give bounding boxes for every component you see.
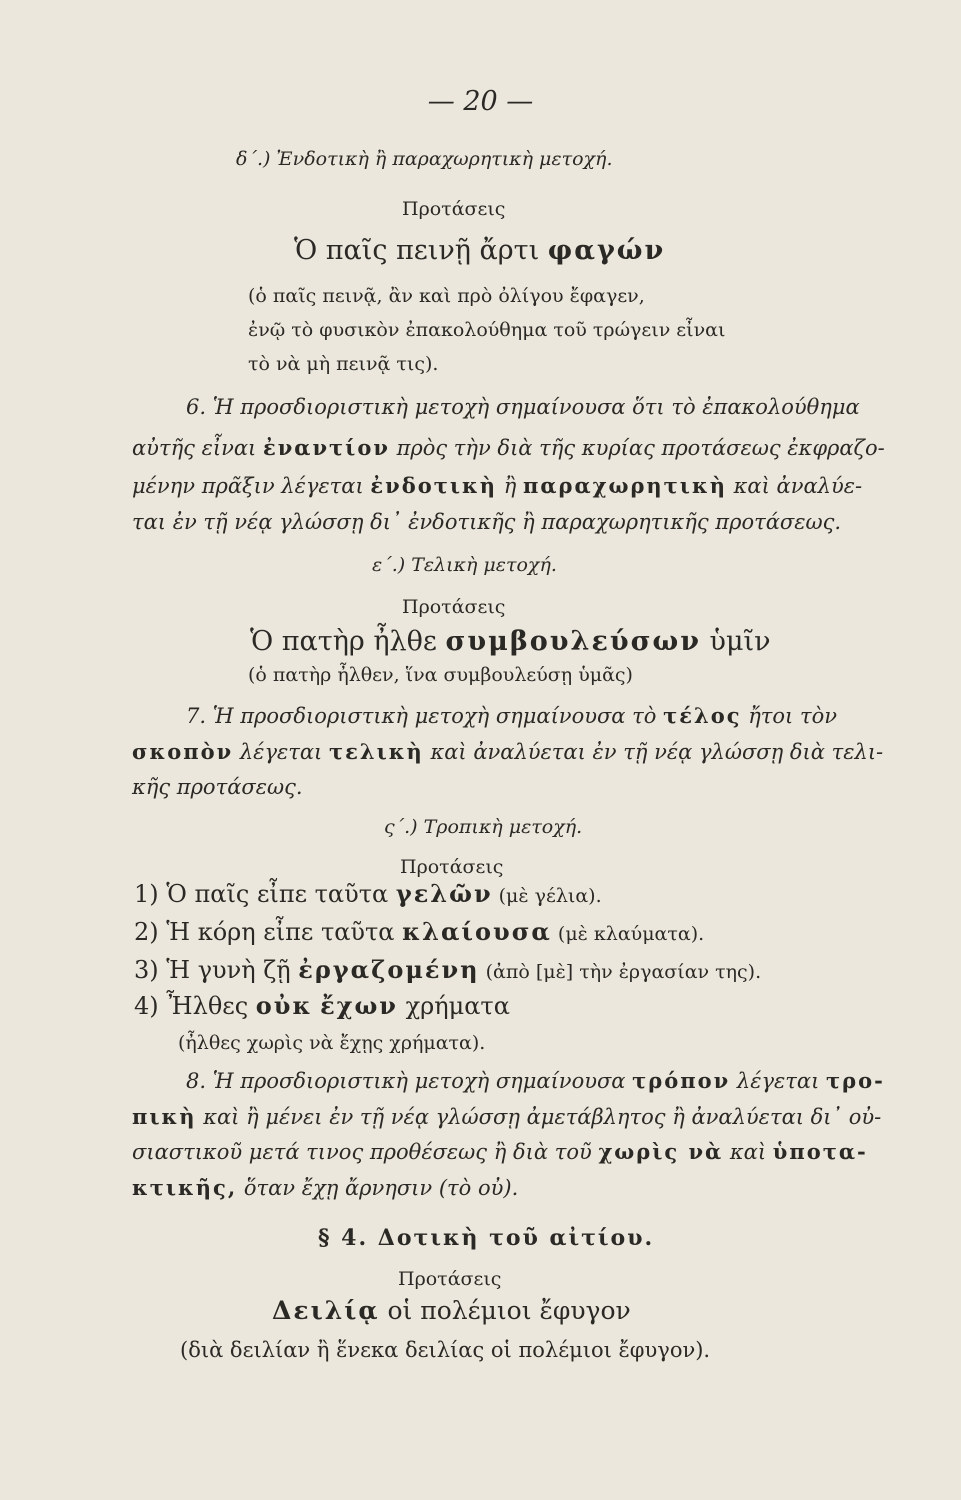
section-s-examples-label: Προτάσεις xyxy=(400,856,504,878)
section-s-example: 3) Ἡ γυνὴ ζῇ ἐργαζομένη (ἀπὸ [μὲ] τὴν ἐργασίαν της). xyxy=(134,955,762,984)
rule-6-line: 6. Ἡ προσδιοριστικὴ μετοχὴ σημαίνουσα ὅτι τὸ ἐπακολούθημα xyxy=(186,395,860,419)
section-s-example: 2) Ἡ κόρη εἶπε ταῦτα κλαίουσα (μὲ κλαύματα). xyxy=(134,917,705,946)
rule-8-line: σιαστικοῦ μετά τινος προθέσεως ἢ διὰ τοῦ χωρὶς νὰ καὶ ὑποτα- xyxy=(132,1139,868,1164)
rule-8-line: κτικῆς, ὅταν ἔχῃ ἄρνησιν (τὸ οὐ). xyxy=(132,1175,519,1200)
section-d-heading: δ΄.) Ἐνδοτικὴ ἢ παραχωρητικὴ μετοχή. xyxy=(236,148,613,170)
rule-6-line: αὐτῆς εἶναι ἐναντίον πρὸς τὴν διὰ τῆς κυρίας προτάσεως ἐκφραζο- xyxy=(132,435,885,460)
section-d-example: Ὁ παῖς πεινῇ ἄρτι φαγών xyxy=(294,235,666,266)
section-s-example: 1) Ὁ παῖς εἶπε ταῦτα γελῶν (μὲ γέλια). xyxy=(134,879,602,908)
section-4-examples-label: Προτάσεις xyxy=(398,1268,502,1290)
rule-6-line: μένην πρᾶξιν λέγεται ἐνδοτικὴ ἢ παραχωρητικὴ καὶ ἀναλύε- xyxy=(132,473,863,498)
section-s-heading: ς΄.) Τροπικὴ μετοχή. xyxy=(384,816,583,838)
section-s-example: 4) Ἦλθες οὐκ ἔχων χρήματα xyxy=(134,991,510,1020)
rule-6-line: ται ἐν τῇ νέᾳ γλώσσῃ δι᾽ ἐνδοτικῆς ἢ παραχωρητικῆς προτάσεως. xyxy=(132,510,842,534)
section-4-example: Δειλίᾳ οἱ πολέμιοι ἔφυγον xyxy=(272,1296,631,1325)
section-d-examples-label: Προτάσεις xyxy=(402,198,506,220)
section-e-example: Ὁ πατὴρ ἦλθε συμβουλεύσων ὑμῖν xyxy=(250,626,771,657)
section-4-heading: § 4. Δοτικὴ τοῦ αἰτίου. xyxy=(318,1225,655,1251)
rule-8-line: πικὴ καὶ ἢ μένει ἐν τῇ νέᾳ γλώσσῃ ἀμετάβλητος ἢ ἀναλύεται δι᾽ οὐ- xyxy=(132,1104,882,1129)
rule-7-line: σκοπὸν λέγεται τελικὴ καὶ ἀναλύεται ἐν τῇ νέᾳ γλώσσῃ διὰ τελι- xyxy=(132,739,884,764)
rule-7-line: 7. Ἡ προσδιοριστικὴ μετοχὴ σημαίνουσα τὸ τέλος ἤτοι τὸν xyxy=(186,703,837,728)
rule-7-line: κῆς προτάσεως. xyxy=(132,775,303,799)
section-e-translation: (ὁ πατὴρ ἦλθεν, ἵνα συμβουλεύσῃ ὑμᾶς) xyxy=(248,664,633,686)
section-d-translation-line: ἐνῷ τὸ φυσικὸν ἐπακολούθημα τοῦ τρώγειν εἶναι xyxy=(248,319,726,341)
section-d-translation-line: τὸ νὰ μὴ πεινᾷ τις). xyxy=(248,353,439,375)
section-4-translation: (διὰ δειλίαν ἢ ἕνεκα δειλίας οἱ πολέμιοι ἔφυγον). xyxy=(180,1338,711,1362)
section-d-translation-line: (ὁ παῖς πεινᾷ, ἂν καὶ πρὸ ὀλίγου ἔφαγεν, xyxy=(248,285,645,307)
section-e-heading: ε΄.) Τελικὴ μετοχή. xyxy=(372,554,557,576)
section-s-translation: (ἦλθες χωρὶς νὰ ἔχῃς χρήματα). xyxy=(178,1032,486,1054)
rule-8-line: 8. Ἡ προσδιοριστικὴ μετοχὴ σημαίνουσα τρόπον λέγεται τρο- xyxy=(186,1068,885,1093)
section-e-examples-label: Προτάσεις xyxy=(402,596,506,618)
page-number: — 20 — xyxy=(427,86,534,117)
